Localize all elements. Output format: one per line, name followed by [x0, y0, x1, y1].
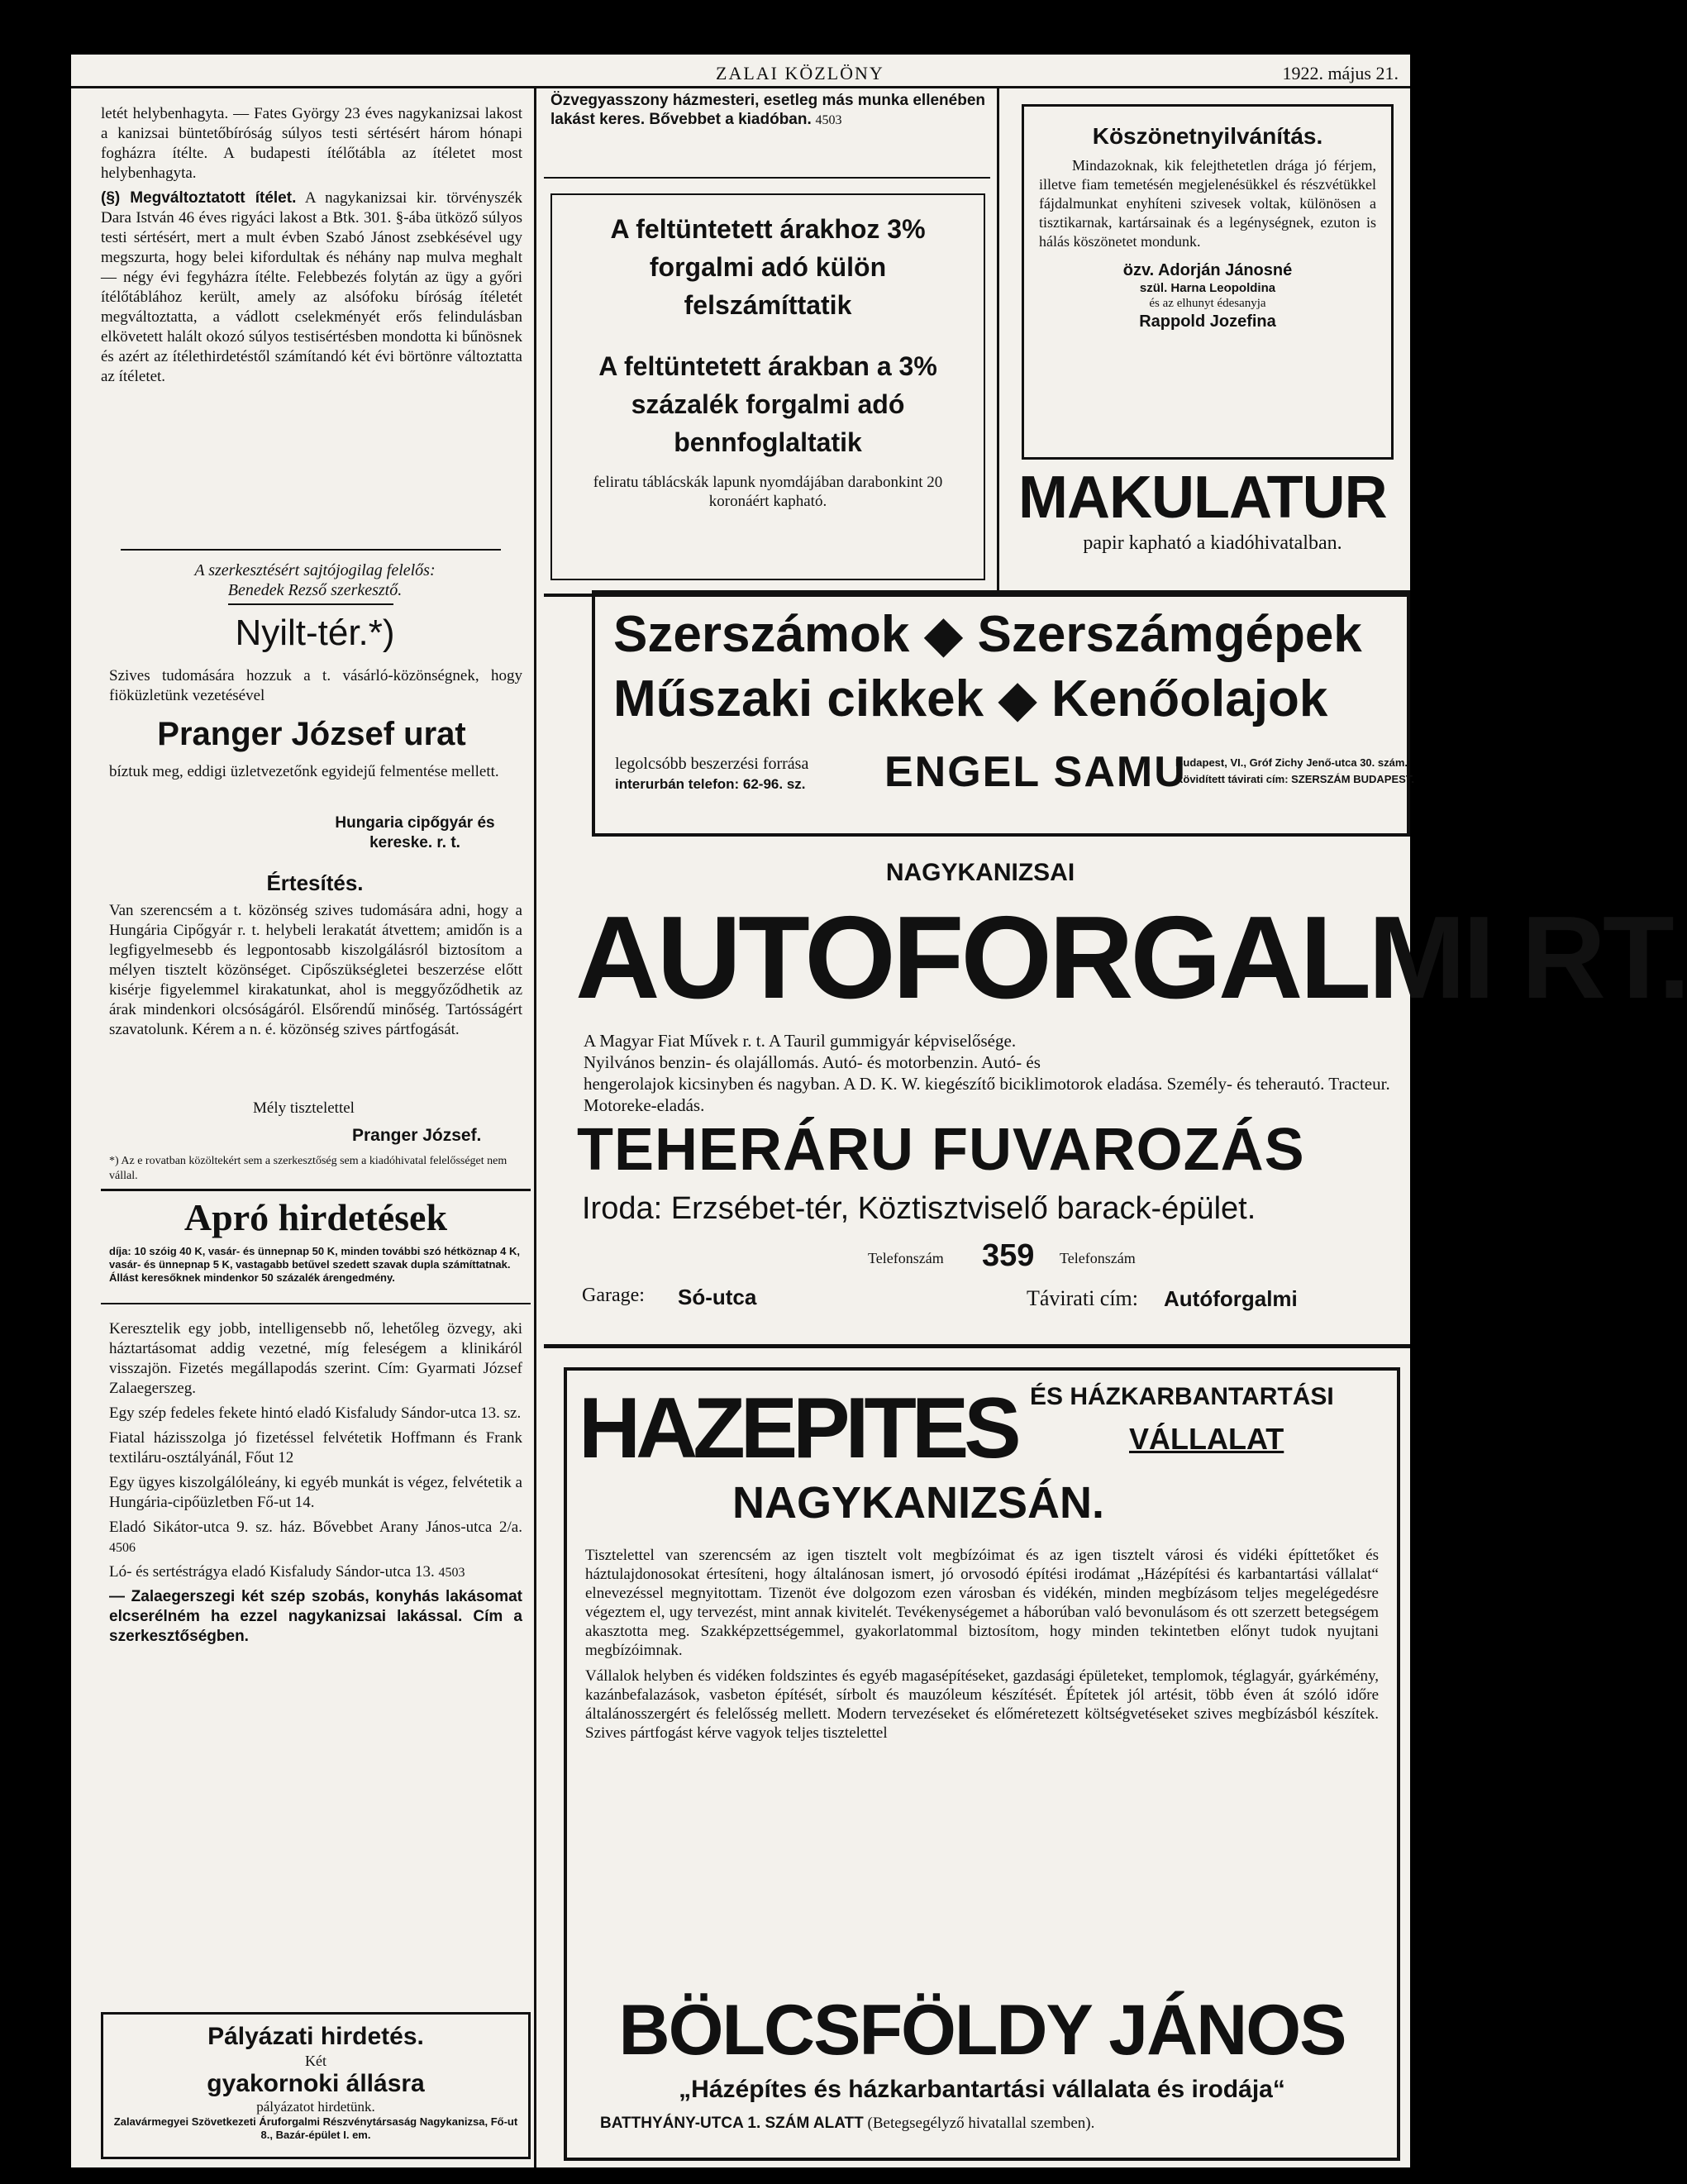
hazepites-ad: [564, 1367, 1400, 2161]
classified-ad-text: Ló- és sertéstrágya eladó Kisfaludy Sándor-utca 13.: [109, 1563, 435, 1581]
auto-iroda: Iroda: Erzsébet-tér, Köztisztviselő barack-épület.: [582, 1191, 1256, 1226]
address-main: BATTHYÁNY-UTCA 1. SZÁM ALATT: [600, 2115, 864, 2132]
auto-text: [584, 1030, 1394, 1116]
article-paragraph-2: [101, 188, 522, 387]
auto-tel-number: 359: [982, 1238, 1035, 1273]
makulatur-headline: MAKULATUR: [1018, 465, 1387, 531]
hazepites-city: NAGYKANIZSÁN.: [732, 1478, 1105, 1528]
auto-big-wrap: [575, 892, 1687, 1023]
article-paragraph-1: letét helybenhagyta. — Fates György 23 éves nagykanizsai lakost a kanizsai büntetőbíróság súlyos testi sértésért három hónapi fogházra ítélte. A budapesti ítélőtábla az ítéletet most helybenhagyta.: [101, 105, 522, 182]
bolcsfoldy-address: [600, 2113, 1394, 2134]
hazepites-vallalat: VÁLLALAT: [1129, 1422, 1284, 1456]
left-column: [101, 104, 522, 392]
hazepites-paragraph: Vállalok helyben és vidéken foldszintes és egyéb magasépítéseket, gazdasági épületeket, templomok, téglagyár, gyárkémény, kazánbefalazások, vasbeton építését, sírbolt és mauzóleum készítését. Építetek jól artésit, több éven át szóló időre általánosszergért és felelősség mellett. Modern tervezéseket és előméretezett költségvetéseket szives megbízásból készítek. Szives pártfogást kérve vagyok teljes tisztelettel: [585, 1667, 1379, 1742]
engel-telegram: Rövidített távirati cím: SZERSZÁM BUDAPEST.: [1175, 773, 1414, 785]
engel-line-2: Műszaki cikkek ◆ Kenőolajok: [613, 670, 1328, 727]
auto-tav-label: Távirati cím:: [1027, 1286, 1139, 1310]
rule: [544, 177, 990, 179]
page-header: [71, 55, 1410, 88]
hazepites-paragraph: Tisztelettel van szerencsém az igen tisztelt volt megbízóimat és az igen tisztelt városi és vidéki építtetőket és háztulajdonosokat értesíteni, hogy általánosan ismert, jó orvosodó építési irodámat „Házépítési és karbantartási vállalat“ elnevezéssel megnyitottam. Tizenöt éve dolgozom ezen városban és vidékén, minden megbízásom teljes megelégedésre végeztem el, ugy tervezést, mint annak kivitelét. Tevékenységemet a háborúban való bevonulásom és ott szerzett betegségem akasztotta meg. Szakképzettségemmel, gyakorlatommal biztosítom, hogy minden tekintetben előnyt tudok nyujtani megbízóimnak.: [585, 1547, 1379, 1659]
palyazat-box: [101, 2012, 531, 2159]
ertesites-heading: Értesítés.: [266, 870, 364, 895]
apro-hirdetesek-heading: Apró hirdetések: [183, 1196, 448, 1238]
ad-number: 4506: [109, 1541, 136, 1555]
classified-ad: Egy szép fedeles fekete hintó eladó Kisfaludy Sándor-utca 13. sz.: [109, 1404, 522, 1422]
koszonet-signer: özv. Adorján Jánosné: [1122, 261, 1293, 279]
bolcsfoldy-name: BÖLCSFÖLDY JÁNOS: [618, 1991, 1346, 2070]
apro-rates: díja: 10 szóig 40 K, vasár- és ünnepnap 50 K, minden további szó hétköznap 4 K, vasár- és ünnepnap 5 K, vastagabb betűvel szedett szavak dupla számíttatnak. Állást keresőknek mindenkor 50 százalék árengedmény.: [109, 1245, 521, 1284]
palyazat-ket: Két: [305, 2053, 326, 2069]
auto-headline: AUTOFORGALMI RT.: [575, 892, 1687, 1023]
forgalmi-ado-box: [550, 193, 985, 580]
ertesites-text: Van szerencsém a t. közönség szives tudomására adni, hogy a Hungária Cipőgyár r. t. helybeli lerakatát átvettem; amidőn is a legfigyelmesebb és legpontosabb kiszolgálásról biztosítom a mélyen tisztelt közönséget. Cipőszükségletei beszerzése előtt kisérje figyelemmel kirakatunkat, ahol is meggyőződhetik az árak mindenkori olcsóságáról. Elsőrendű minőség. Tartósságért szavatolunk. Kérem a n. é. közönség szives pártfogását.: [109, 902, 522, 1038]
hazepites-es: ÉS HÁZKARBANTARTÁSI: [1030, 1383, 1334, 1410]
classified-ad: [109, 1562, 522, 1582]
koszonet-mother-note: és az elhunyt édesanyja: [1149, 297, 1266, 310]
koszonet-box: [1022, 104, 1394, 460]
rule: [121, 549, 501, 551]
palyazat-position: gyakornoki állásra: [207, 2070, 425, 2097]
hungaria-signature: Hungaria cipőgyár és kereske. r. t.: [335, 814, 495, 851]
ad-number: 4503: [438, 1566, 465, 1580]
rule: [101, 1303, 531, 1304]
editor-line-1: A szerkesztésért sajtójogilag felelős:: [194, 561, 436, 579]
classified-ad: — Zalaegerszegi két szép szobás, konyhás lakásomat elcserélném ha ezzel nagykanizsai lakással. Cím a szerkesztőségben.: [109, 1588, 522, 1645]
rule: [544, 1344, 1410, 1348]
pranger-headline: Pranger József urat: [157, 716, 466, 752]
koszonet-born: szül. Harna Leopoldina: [1139, 281, 1276, 295]
engel-phone: interurbán telefon: 62-96. sz.: [615, 776, 806, 792]
address-note: (Betegsegélyző hivatallal szemben).: [867, 2115, 1095, 2132]
footnote: *) Az e rovatban közöltekért sem a szerkesztőség sem a kiadóhivatal felelősséget nem vállal.: [109, 1155, 508, 1182]
nyilt-text: Szives tudomására hozzuk a t. vásárló-közönségnek, hogy fiöküzletünk vezetésével: [109, 667, 522, 704]
ozvegy-text: Özvegyasszony házmesteri, esetleg más munka ellenében lakást keres. Bővebbet a kiadóban.: [550, 92, 985, 128]
article-paragraph-2-text: A nagykanizsai kir. törvényszék Dara István 46 éves rigyáci lakost a Btk. 301. §-ába ütköző súlyos testi sértésért, mert a mult évben Szabó Jánost zsebkésével ugy megszurta, hogy belei kifordultak és néhány nap mulva meghalt — négy évi fegyházra ítélte. Felebbezés folytán az ügy a győri ítélőtáblához került, amely az alsófoku bíróság ítéletét megváltoztatta, a vádlott cselekményét erős felindulásban elkövetett halált okozó súlyos testisértésben mondotta ki bűnösnek és azért az ítélethirdetéstől számítandó két évi börtönre változtatta az ítéletet.: [101, 189, 523, 385]
palyazat-heading: Pályázati hirdetés.: [207, 2023, 424, 2050]
auto-tel-label-2: Telefonszám: [1060, 1250, 1136, 1266]
hazepites-headline: HAZEPITES: [579, 1380, 1017, 1476]
auto-tav-value: Autóforgalmi: [1164, 1286, 1298, 1311]
makulatur-text: papir kapható a kiadóhivatalban.: [1083, 532, 1342, 554]
nyilt-ter-heading: Nyilt-tér.*): [235, 613, 395, 653]
koszonet-heading: Köszönetnyilvánítás.: [1092, 123, 1323, 149]
ozvegy-ad: [550, 91, 985, 129]
classified-ad: Keresztelik egy jobb, intelligensebb nő, lehetőleg özvegy, aki háztartásomat addig vezetné, míg feleségem a klinikáról visszajön. Fizetés megállapodás szerint. Cím: Gyarmati József Zalaegerszeg.: [109, 1320, 522, 1397]
engel-name: ENGEL SAMU: [884, 748, 1187, 796]
header-rule: [71, 86, 1410, 88]
newspaper-page: [71, 55, 1687, 2167]
column-rule-left: [534, 88, 536, 2167]
auto-line: Nyilvános benzin- és olajállomás. Autó- és motorbenzin. Autó- és: [584, 1052, 1041, 1072]
engel-line-1: Szerszámok ◆ Szerszámgépek: [613, 606, 1362, 663]
classified-ad-text: Eladó Sikátor-utca 9. sz. ház. Bővebbet Arany János-utca 2/a.: [109, 1519, 522, 1536]
palyazat-signature: Zalavármegyei Szövetkezeti Áruforgalmi Részvénytársaság Nagykanizsa, Fő-ut 8., Bazár-épület I. em.: [113, 2115, 518, 2141]
classified-ad: Egy ügyes kiszolgálóleány, ki egyéb munkát is végez, felvétetik a Hungária-cipőüzletben Fő-ut 14.: [109, 1474, 522, 1511]
issue-date: 1922. május 21.: [1282, 63, 1399, 83]
bolcsfoldy-subtitle: „Házépítes és házkarbantartási vállalata és irodája“: [679, 2076, 1285, 2103]
auto-garage-label: Garage:: [582, 1285, 645, 1306]
pranger-signature: Pranger József.: [352, 1126, 482, 1145]
koszonet-text: Mindazoknak, kik felejthetetlen drága jó férjem, illetve fiam temetésén megjelenésükkel és részvétükkel fájdalmunkat enyhíteni szivesek voltak, különösen a tisztikarnak, kartársainak és a legénységnek, ezuton is hálás köszönetet mondunk.: [1039, 157, 1376, 250]
felirat-text: feliratu táblácskák lapunk nyomdájában darabonkint 20 koronáért kapható.: [593, 474, 943, 510]
mely-tisztelettel: Mély tisztelettel: [253, 1099, 355, 1117]
engel-address: Budapest, VI., Gróf Zichy Jenő-utca 30. szám.: [1175, 756, 1408, 769]
auto-tel-label: Telefonszám: [868, 1250, 944, 1266]
classified-ad: [109, 1518, 522, 1557]
editor-line-2: Benedek Rezső szerkesztő.: [227, 581, 403, 599]
hazepites-text: [585, 1546, 1379, 1743]
column-rule-mid: [997, 88, 999, 594]
engel-ad: [592, 590, 1414, 837]
engel-source: legolcsóbb beszerzési forrása: [615, 755, 809, 773]
koszonet-mother: Rappold Jozefina: [1139, 312, 1276, 331]
pranger-text: bíztuk meg, eddigi üzletvezetőnk egyidejű felmentése mellett.: [109, 763, 499, 780]
rule: [101, 1189, 531, 1191]
auto-garage-value: Só-utca: [678, 1285, 757, 1309]
forgalmi-notice-2: A feltüntetett árakban a 3% százalék forgalmi adó bennfoglaltatik: [598, 351, 937, 457]
auto-top: NAGYKANIZSAI: [885, 859, 1075, 886]
classified-ad: Fiatal házisszolga jó fizetéssel felvétetik Hoffmann és Frank textiláru-osztályánál, Főut 12: [109, 1429, 522, 1466]
newspaper-title: ZALAI KÖZLÖNY: [716, 63, 884, 83]
rule: [228, 603, 393, 605]
ad-number: 4503: [815, 113, 842, 127]
article-heading: (§) Megváltoztatott ítélet.: [101, 189, 297, 207]
forgalmi-notice-1: A feltüntetett árakhoz 3% forgalmi adó külön felszámíttatik: [610, 214, 926, 320]
teheraru-headline: TEHERÁRU FUVAROZÁS: [577, 1117, 1305, 1183]
auto-line: A Magyar Fiat Művek r. t. A Tauril gummigyár képviselősége.: [584, 1031, 1017, 1051]
palyazat-text: pályázatot hirdetünk.: [256, 2099, 375, 2115]
classified-ads: [109, 1319, 522, 1652]
auto-line: hengerolajok kicsinyben és nagyban. A D. K. W. kiegészítő biciklimotorok eladása. Személy- és teherautó. Tracteur. Motoreke-eladás.: [584, 1074, 1390, 1115]
